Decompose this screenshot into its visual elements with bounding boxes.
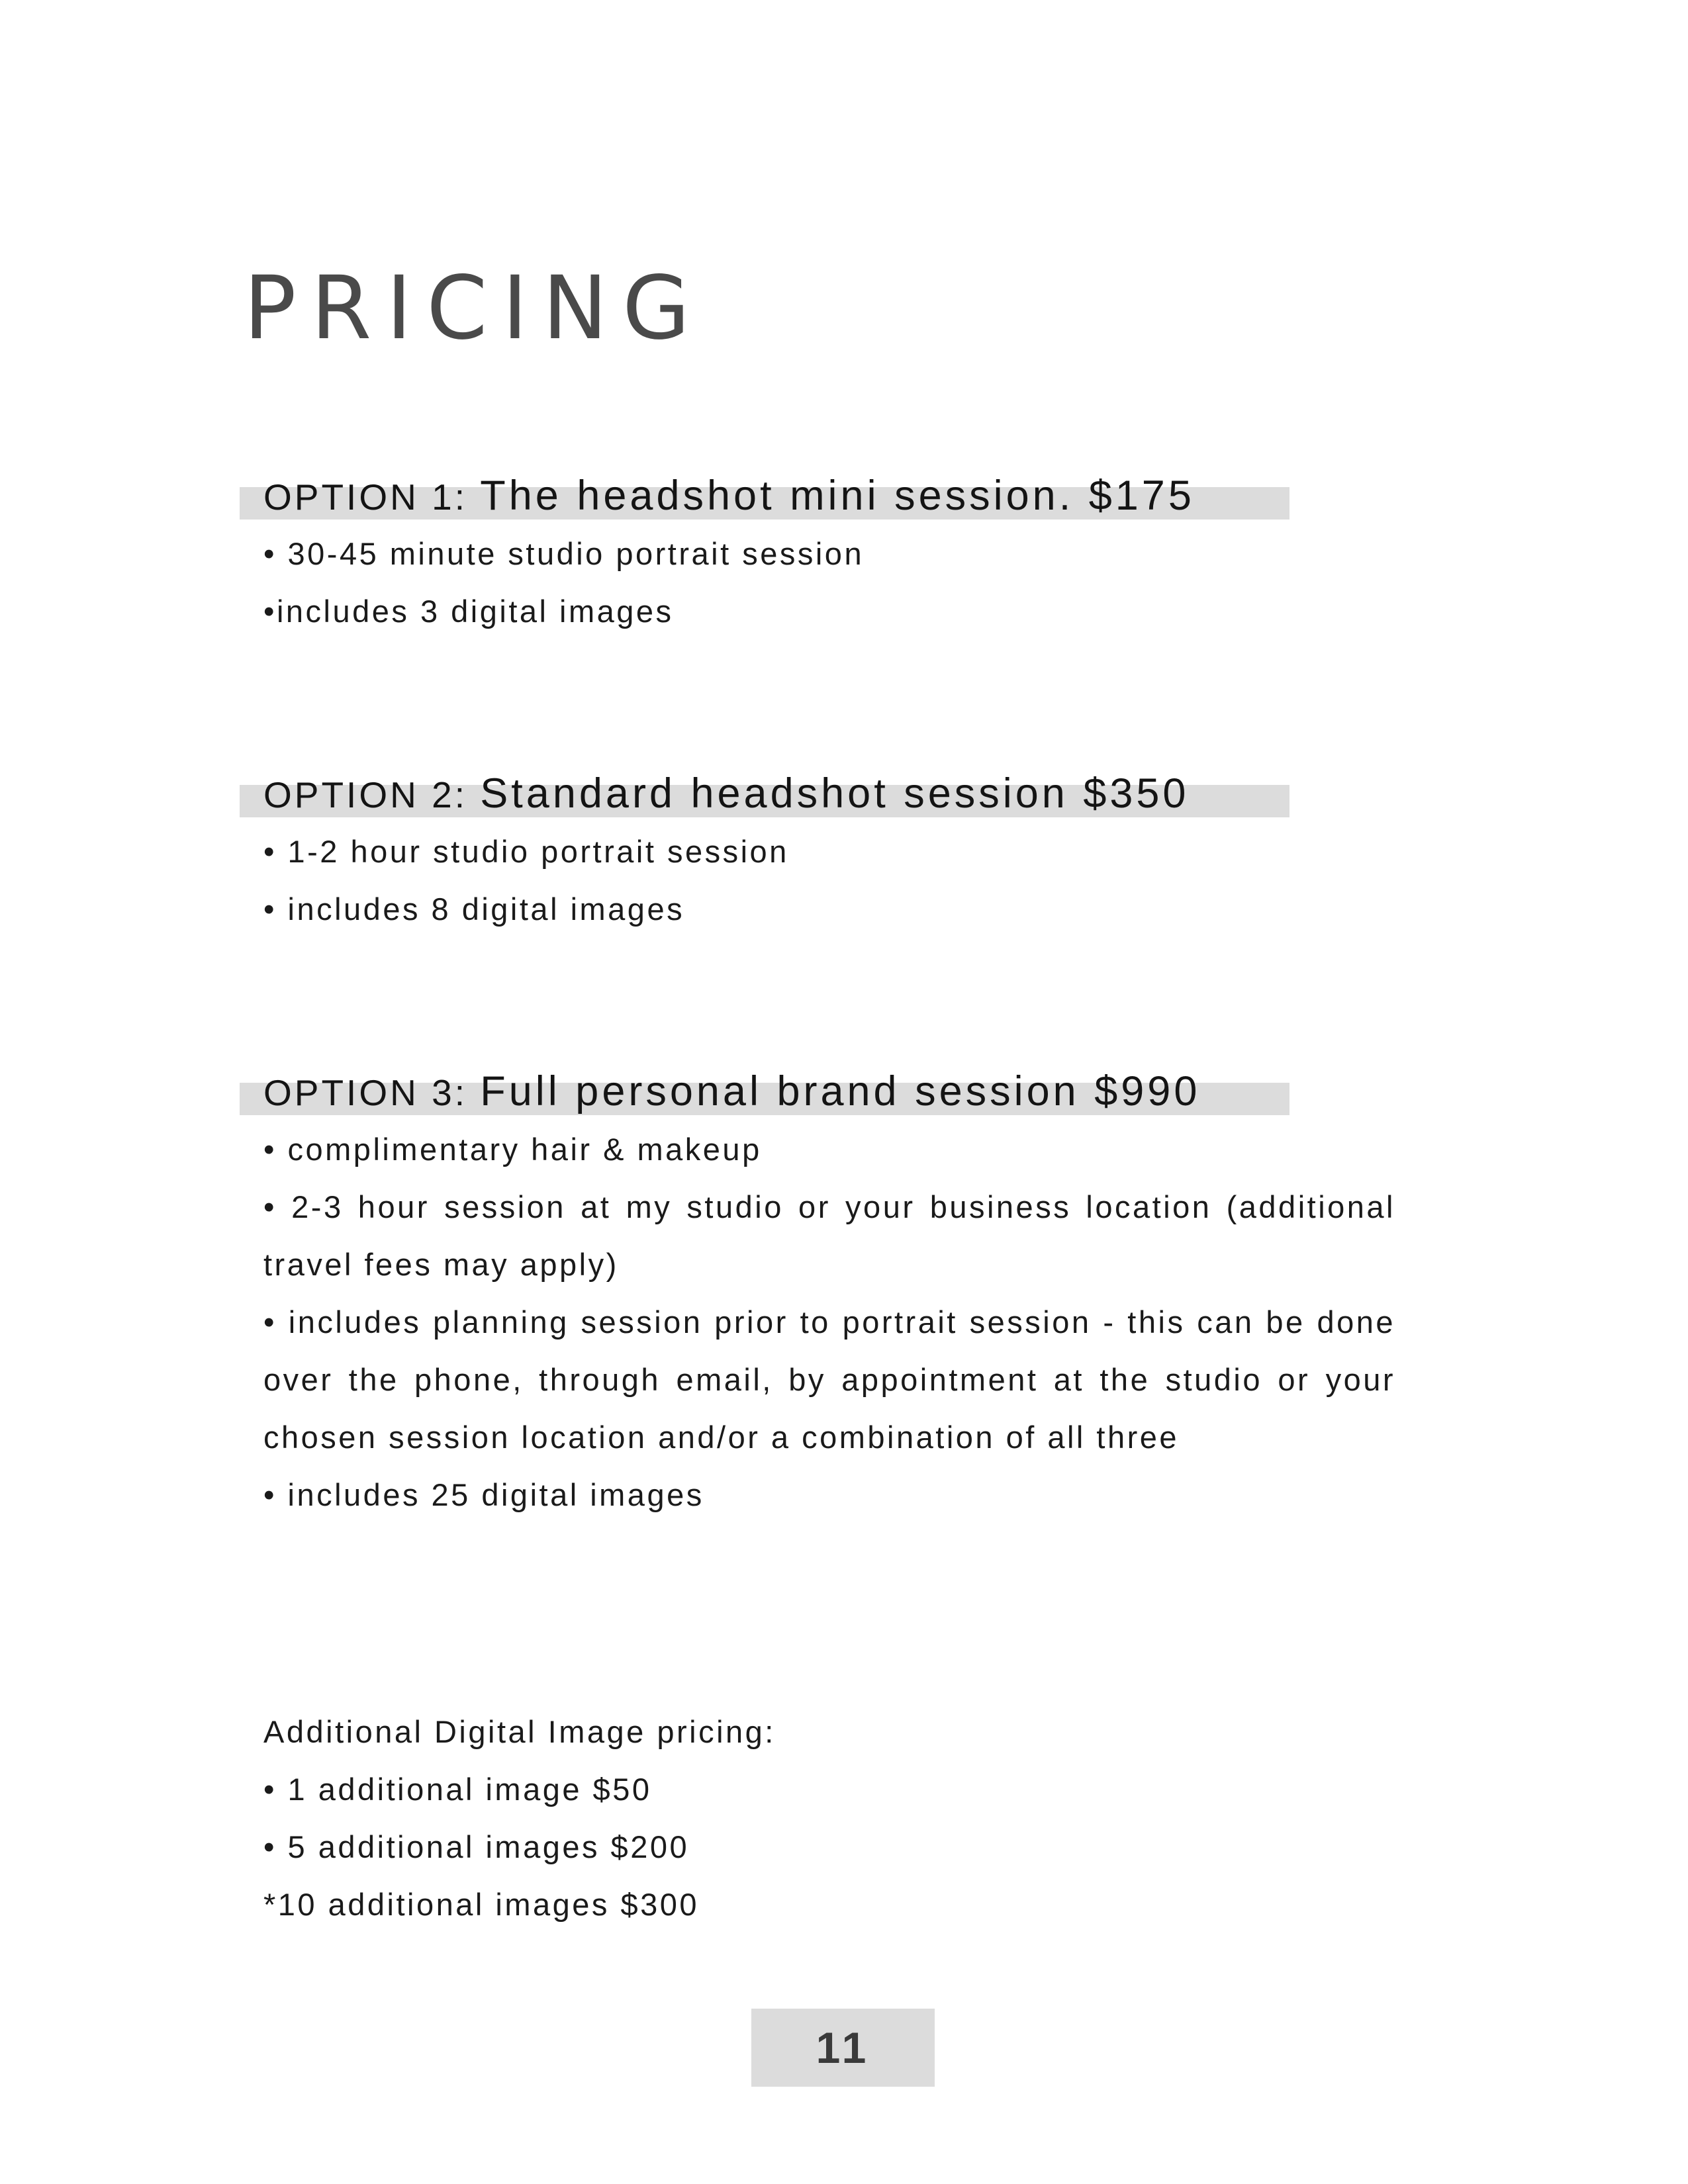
feature-item: • complimentary hair & makeup [263, 1132, 762, 1167]
option-3-section [240, 1068, 1395, 1524]
option-3-features [263, 1120, 1395, 1524]
additional-pricing-section [263, 1703, 1389, 1933]
option-1-heading [240, 472, 1365, 520]
feature-item: • 1-2 hour studio portrait session [263, 834, 789, 869]
pricing-item: • 1 additional image $50 [263, 1772, 652, 1807]
feature-item: • includes 25 digital images [263, 1477, 704, 1512]
additional-pricing-heading: Additional Digital Image pricing: [263, 1714, 776, 1749]
page-title: PRICING [244, 257, 705, 359]
option-2-features [263, 823, 1395, 938]
option-1-label [263, 472, 1195, 521]
option-2-label [263, 770, 1189, 819]
option-1-name: The headshot mini session. $175 [480, 473, 1195, 519]
option-2-section [240, 770, 1365, 938]
additional-pricing-list [263, 1760, 1395, 1933]
pricing-item: *10 additional images $300 [263, 1887, 700, 1922]
option-2-prefix: OPTION 2: [263, 774, 481, 815]
option-3-prefix: OPTION 3: [263, 1072, 481, 1113]
pricing-item: • 5 additional images $200 [263, 1829, 690, 1864]
feature-item: • includes 8 digital images [263, 891, 685, 927]
page-number: 11 [751, 2009, 935, 2087]
feature-item: • 2-3 hour session at my studio or your business location (additional travel fees may apply) [263, 1189, 1395, 1282]
option-1-section [240, 472, 1365, 640]
option-1-features [263, 525, 1395, 640]
option-3-label [263, 1068, 1200, 1116]
feature-item: • 30-45 minute studio portrait session [263, 536, 865, 571]
feature-item: •includes 3 digital images [263, 594, 674, 629]
option-1-prefix: OPTION 1: [263, 477, 481, 518]
option-3-heading [240, 1068, 1365, 1115]
feature-item: • includes planning session prior to portrait session - this can be done over the phone, through email, by appointment at the studio or your chosen session location and/or a combination of all three [263, 1304, 1395, 1455]
option-3-name: Full personal brand session $990 [480, 1068, 1201, 1115]
option-2-heading [240, 770, 1365, 817]
option-2-name: Standard headshot session $350 [480, 770, 1190, 817]
